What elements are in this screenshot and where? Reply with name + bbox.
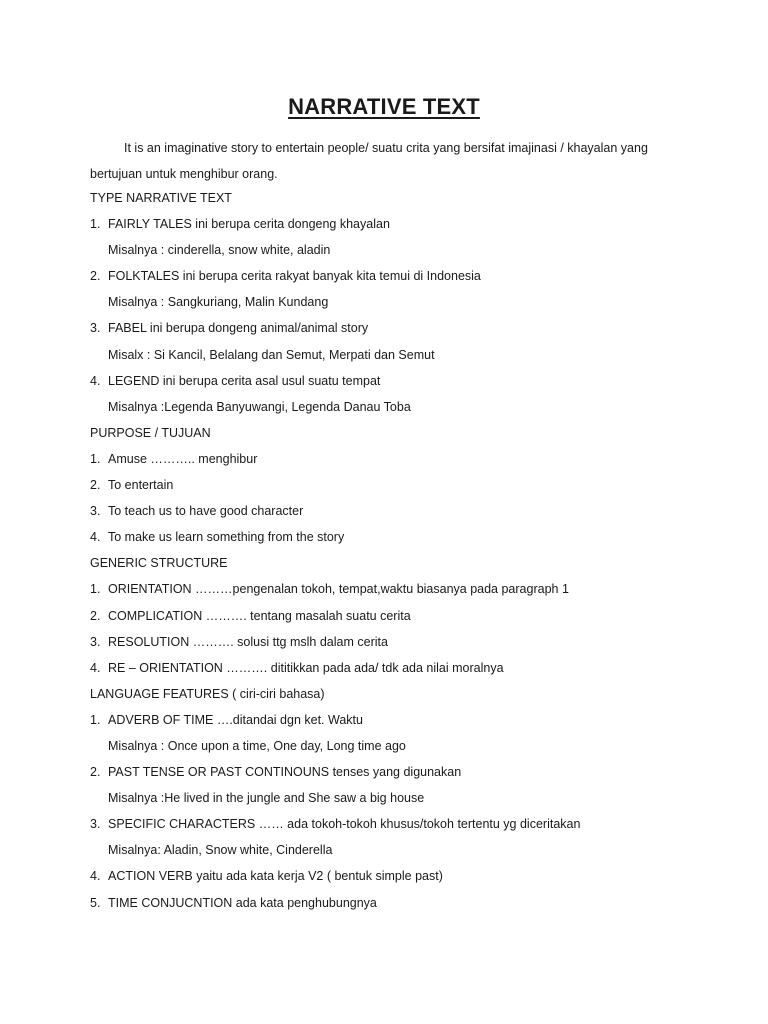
list-item	[90, 263, 710, 289]
list-item	[90, 211, 710, 237]
intro-line-2: bertujuan untuk menghibur orang.	[90, 167, 278, 181]
list-number: 1.	[90, 451, 101, 466]
list-number: 4.	[90, 530, 101, 545]
list-number: 2.	[90, 765, 101, 780]
list-text: PAST TENSE OR PAST CONTINOUNS tenses yang digunakan	[108, 765, 462, 780]
list-text: To teach us to have good character	[108, 504, 304, 519]
list-number: 2.	[90, 608, 101, 623]
list-example: Misalnya :Legenda Banyuwangi, Legenda Danau Toba	[108, 399, 411, 414]
list-item	[90, 446, 710, 472]
list-number: 1.	[90, 217, 101, 232]
list-item	[90, 368, 710, 394]
list-number: 4.	[90, 869, 101, 884]
section-heading-purpose: PURPOSE / TUJUAN	[90, 425, 211, 440]
section-heading-structure: GENERIC STRUCTURE	[90, 556, 228, 571]
list-text: FAIRLY TALES ini berupa cerita dongeng khayalan	[108, 217, 390, 232]
list-number: 3.	[90, 817, 101, 832]
list-text: Amuse ……….. menghibur	[108, 451, 258, 466]
list-number: 3.	[90, 504, 101, 519]
list-text: To entertain	[108, 478, 174, 493]
list-text: ACTION VERB yaitu ada kata kerja V2 ( bentuk simple past)	[108, 869, 443, 884]
list-item	[90, 629, 710, 655]
list-item	[90, 707, 710, 733]
list-number: 5.	[90, 895, 101, 910]
intro-paragraph	[90, 135, 690, 187]
document-title: NARRATIVE TEXT	[288, 94, 480, 119]
list-item	[90, 655, 710, 681]
list-text: RE – ORIENTATION ………. dititikkan pada ada/ tdk ada nilai moralnya	[108, 660, 504, 675]
list-example: Misalnya :He lived in the jungle and She saw a big house	[108, 791, 425, 806]
list-text: To make us learn something from the story	[108, 530, 345, 545]
document-body	[90, 185, 710, 916]
list-text: TIME CONJUCNTION ada kata penghubungnya	[108, 895, 377, 910]
list-number: 3.	[90, 321, 101, 336]
list-example: Misalnya: Aladin, Snow white, Cinderella	[108, 843, 333, 858]
list-item	[90, 759, 710, 785]
list-number: 2.	[90, 478, 101, 493]
list-number: 2.	[90, 269, 101, 284]
list-item	[90, 315, 710, 341]
intro-line-1: It is an imaginative story to entertain people/ suatu crita yang bersifat imajinasi / khayalan yang	[124, 141, 648, 155]
list-item	[90, 472, 710, 498]
list-text: ADVERB OF TIME ….ditandai dgn ket. Waktu	[108, 712, 363, 727]
list-example: Misalnya : cinderella, snow white, aladin	[108, 243, 331, 258]
section-heading-language: LANGUAGE FEATURES ( ciri-ciri bahasa)	[90, 686, 325, 701]
list-example: Misalnya : Sangkuriang, Malin Kundang	[108, 295, 329, 310]
list-number: 1.	[90, 712, 101, 727]
list-item	[90, 811, 710, 837]
list-text: COMPLICATION ………. tentang masalah suatu cerita	[108, 608, 411, 623]
list-example: Misalnya : Once upon a time, One day, Long time ago	[108, 738, 406, 753]
list-text: RESOLUTION ………. solusi ttg mslh dalam cerita	[108, 634, 388, 649]
list-example: Misalx : Si Kancil, Belalang dan Semut, Merpati dan Semut	[108, 347, 435, 362]
list-text: ORIENTATION ………pengenalan tokoh, tempat,waktu biasanya pada paragraph 1	[108, 582, 569, 597]
list-number: 4.	[90, 660, 101, 675]
list-text: FOLKTALES ini berupa cerita rakyat banyak kita temui di Indonesia	[108, 269, 481, 284]
list-item	[90, 576, 710, 602]
list-text: FABEL ini berupa dongeng animal/animal story	[108, 321, 369, 336]
list-item	[90, 890, 710, 916]
list-number: 1.	[90, 582, 101, 597]
list-item	[90, 524, 710, 550]
list-text: SPECIFIC CHARACTERS …… ada tokoh-tokoh khusus/tokoh tertentu yg diceritakan	[108, 817, 581, 832]
list-number: 4.	[90, 373, 101, 388]
section-heading-type: TYPE NARRATIVE TEXT	[90, 191, 232, 205]
list-item	[90, 498, 710, 524]
list-number: 3.	[90, 634, 101, 649]
list-item	[90, 603, 710, 629]
list-item	[90, 863, 710, 889]
list-text: LEGEND ini berupa cerita asal usul suatu tempat	[108, 373, 381, 388]
